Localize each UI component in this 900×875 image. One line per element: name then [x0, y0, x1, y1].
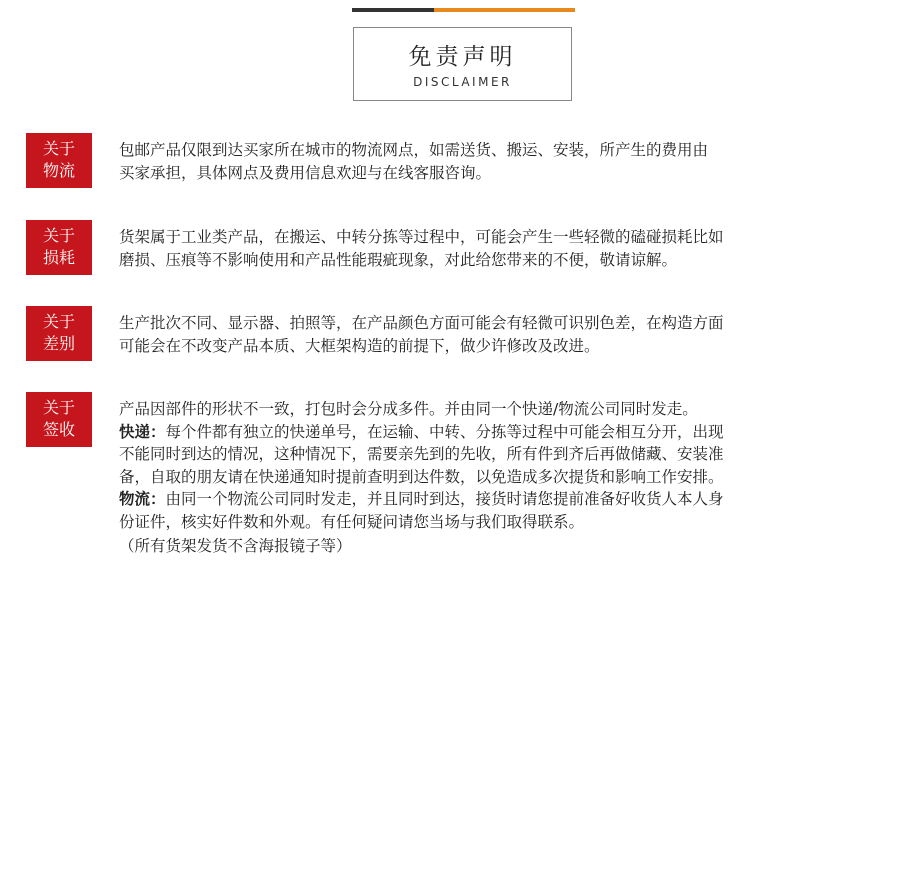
body-line: 磨损、压痕等不影响使用和产品性能瑕疵现象，对此给您带来的不便，敬请谅解。 [119, 250, 678, 269]
logistics-label: 物流： [119, 490, 166, 508]
tag-line-1: 关于 [42, 398, 75, 417]
body-line: 生产批次不同、显示器、拍照等，在产品颜色方面可能会有轻微可识别色差，在构造方面 [119, 314, 724, 332]
section-body-difference [119, 312, 864, 357]
tag-line-2: 损耗 [42, 248, 75, 267]
shipping-note: （所有货架发货不含海报镜子等） [119, 537, 352, 555]
tag-line-1: 关于 [42, 226, 75, 245]
page-title: 免责声明 [408, 44, 517, 70]
page-subtitle: DISCLAIMER [413, 75, 512, 89]
body-line: 不能同时到达的情况，这种情况下，需要亲先到的先收，所有件到齐后再做储藏、安装准 [119, 445, 724, 463]
express-label: 快递： [119, 422, 166, 441]
section-body-receipt [119, 398, 864, 558]
body-line-express [119, 421, 864, 444]
tag-line-2: 差别 [42, 334, 75, 353]
section-tag-receipt [26, 392, 92, 447]
express-text: 每个件都有独立的快递单号，在运输、中转、分拣等过程中可能会相互分开，出现 [165, 422, 724, 441]
logistics-text: 由同一个物流公司同时发走，并且同时到达，接货时请您提前准备好收货人本人身 [165, 490, 724, 508]
section-tag-difference [26, 306, 92, 361]
disclaimer-title-box [353, 27, 572, 101]
section-tag-logistics [26, 133, 92, 188]
tag-line-2: 物流 [42, 161, 75, 180]
top-accent-bar-dark [352, 8, 434, 12]
top-accent-bar-orange [434, 8, 575, 12]
body-line: 可能会在不改变产品本质、大框架构造的前提下，做少许修改及改进。 [119, 336, 600, 355]
body-line: 货架属于工业类产品，在搬运、中转分拣等过程中，可能会产生一些轻微的磕碰损耗比如 [119, 228, 724, 246]
body-line: 备，自取的朋友请在快递通知时提前查明到达件数，以免造成多次提货和影响工作安排。 [119, 467, 724, 486]
body-line: 份证件，核实好件数和外观。有任何疑问请您当场与我们取得联系。 [119, 512, 585, 531]
tag-line-1: 关于 [42, 312, 75, 331]
section-body-damage [119, 226, 864, 271]
body-line-intro: 产品因部件的形状不一致，打包时会分成多件。并由同一个快递/物流公司同时发走。 [119, 400, 698, 418]
section-tag-damage [26, 220, 92, 275]
tag-line-1: 关于 [42, 139, 75, 158]
section-body-logistics [119, 139, 864, 184]
body-line: 包邮产品仅限到达买家所在城市的物流网点，如需送货、搬运、安装，所产生的费用由 [119, 141, 709, 159]
body-line: 买家承担，具体网点及费用信息欢迎与在线客服咨询。 [119, 163, 492, 182]
tag-line-2: 签收 [42, 420, 75, 439]
body-line-logistics [119, 488, 864, 511]
